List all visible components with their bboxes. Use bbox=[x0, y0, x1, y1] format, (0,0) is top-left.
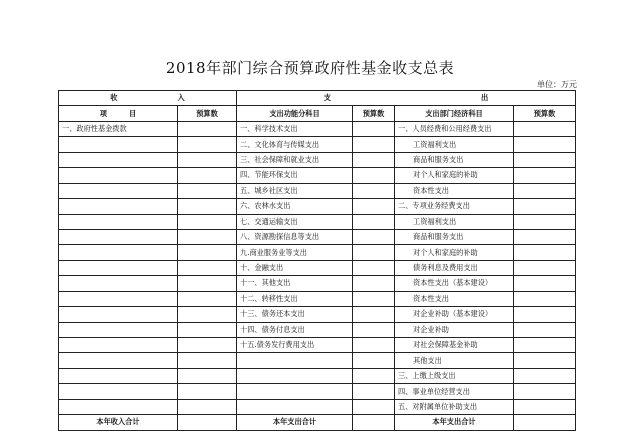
table-row bbox=[59, 399, 576, 414]
income-header bbox=[59, 91, 237, 106]
func-subject-cell bbox=[237, 353, 353, 368]
func-budget-cell bbox=[353, 183, 395, 198]
econ-budget-cell bbox=[514, 152, 576, 167]
func-subject-cell: 二、文化体育与传媒支出 bbox=[237, 137, 353, 152]
table-row bbox=[59, 322, 576, 337]
func-subject-cell: 十五.债务发行费用支出 bbox=[237, 338, 353, 353]
func-budget-cell bbox=[353, 276, 395, 291]
func-budget-cell bbox=[353, 199, 395, 214]
func-subject-cell bbox=[237, 368, 353, 383]
func-subject-cell: 十三、债务还本支出 bbox=[237, 307, 353, 322]
econ-budget-cell bbox=[514, 291, 576, 306]
income-cell bbox=[59, 384, 178, 399]
econ-subject-cell: 二、专项业务经费支出 bbox=[395, 199, 514, 214]
econ-budget-cell bbox=[514, 338, 576, 353]
econ-subject-cell: 商品和服务支出 bbox=[395, 152, 514, 167]
func-budget-cell bbox=[353, 137, 395, 152]
income-cell bbox=[59, 168, 178, 183]
func-budget-cell bbox=[353, 338, 395, 353]
income-cell bbox=[59, 229, 178, 244]
unit-label: 单位：万元 bbox=[537, 80, 577, 89]
income-cell bbox=[59, 291, 178, 306]
func-total-label: 本年支出合计 bbox=[237, 415, 353, 430]
item-header-char2: 目 bbox=[129, 108, 137, 118]
econ-budget-cell bbox=[514, 368, 576, 383]
econ-budget-cell bbox=[514, 168, 576, 183]
econ-budget-cell bbox=[514, 137, 576, 152]
income-cell bbox=[59, 353, 178, 368]
func-subject-cell: 一、科学技术支出 bbox=[237, 121, 353, 136]
page-title: 2018年部门综合预算政府性基金收支总表 bbox=[165, 59, 455, 77]
income-budget-cell bbox=[178, 245, 237, 260]
table-row bbox=[59, 338, 576, 353]
func-subject-cell: 四、节能环保支出 bbox=[237, 168, 353, 183]
econ-budget-cell bbox=[514, 214, 576, 229]
table-row bbox=[59, 168, 576, 183]
econ-subject-cell: 资本性支出 bbox=[395, 291, 514, 306]
income-total-value bbox=[178, 415, 237, 430]
econ-budget-cell bbox=[514, 384, 576, 399]
table-row bbox=[59, 121, 576, 136]
budget-header-3: 预算数 bbox=[514, 106, 576, 121]
income-cell bbox=[59, 399, 178, 414]
income-header-char2: 入 bbox=[177, 93, 185, 103]
income-budget-cell bbox=[178, 152, 237, 167]
econ-total-label: 本年支出合计 bbox=[395, 415, 514, 430]
income-cell bbox=[59, 307, 178, 322]
item-header bbox=[59, 106, 178, 121]
income-budget-cell bbox=[178, 183, 237, 198]
econ-budget-cell bbox=[514, 229, 576, 244]
econ-subject-cell: 一、人员经费和公用经费支出 bbox=[395, 121, 514, 136]
econ-subject-cell: 三、上缴上级支出 bbox=[395, 368, 514, 383]
income-total-label: 本年收入合计 bbox=[59, 415, 178, 430]
econ-subject-cell: 商品和服务支出 bbox=[395, 229, 514, 244]
income-header-char1: 收 bbox=[110, 93, 118, 103]
income-budget-cell bbox=[178, 260, 237, 275]
func-budget-cell bbox=[353, 168, 395, 183]
func-subject-cell: 五、城乡社区支出 bbox=[237, 183, 353, 198]
func-budget-cell bbox=[353, 353, 395, 368]
income-budget-cell bbox=[178, 384, 237, 399]
econ-subject-cell: 资本性支出（基本建设） bbox=[395, 276, 514, 291]
func-subject-cell: 十四、债务付息支出 bbox=[237, 322, 353, 337]
func-subject-cell: 三、社会保障和就业支出 bbox=[237, 152, 353, 167]
func-budget-cell bbox=[353, 291, 395, 306]
econ-subject-cell: 对个人和家庭的补助 bbox=[395, 168, 514, 183]
item-header-char1: 项 bbox=[99, 108, 107, 118]
table-row bbox=[59, 229, 576, 244]
income-budget-cell bbox=[178, 353, 237, 368]
econ-subject-cell: 对个人和家庭的补助 bbox=[395, 245, 514, 260]
income-cell bbox=[59, 183, 178, 198]
income-budget-cell bbox=[178, 399, 237, 414]
income-cell bbox=[59, 245, 178, 260]
header-row-2 bbox=[59, 106, 576, 121]
func-budget-cell bbox=[353, 152, 395, 167]
expense-header-char1: 支 bbox=[323, 93, 331, 103]
table-row bbox=[59, 137, 576, 152]
income-budget-cell bbox=[178, 199, 237, 214]
func-subject-cell: 六、农林水支出 bbox=[237, 199, 353, 214]
econ-subject-cell: 四、事业单位经营支出 bbox=[395, 384, 514, 399]
func-budget-cell bbox=[353, 307, 395, 322]
income-budget-cell bbox=[178, 368, 237, 383]
expense-header-char2: 出 bbox=[481, 93, 489, 103]
table-row bbox=[59, 199, 576, 214]
econ-budget-cell bbox=[514, 307, 576, 322]
func-subject-cell: 八、资源勘探信息等支出 bbox=[237, 229, 353, 244]
table-row bbox=[59, 276, 576, 291]
econ-subject-cell: 资本性支出 bbox=[395, 183, 514, 198]
econ-budget-cell bbox=[514, 245, 576, 260]
total-row bbox=[59, 415, 576, 430]
econ-subject-cell: 对企业补助（基本建设） bbox=[395, 307, 514, 322]
func-subject-cell: 十、金融支出 bbox=[237, 260, 353, 275]
income-budget-cell bbox=[178, 229, 237, 244]
table-row bbox=[59, 245, 576, 260]
budget-table bbox=[58, 90, 576, 431]
econ-subject-cell: 对社会保障基金补助 bbox=[395, 338, 514, 353]
income-budget-cell bbox=[178, 276, 237, 291]
econ-budget-cell bbox=[514, 399, 576, 414]
income-cell bbox=[59, 368, 178, 383]
budget-header-1: 预算数 bbox=[178, 106, 237, 121]
func-subject-cell bbox=[237, 399, 353, 414]
econ-budget-cell bbox=[514, 353, 576, 368]
table-row bbox=[59, 353, 576, 368]
income-budget-cell bbox=[178, 322, 237, 337]
income-cell bbox=[59, 322, 178, 337]
func-budget-cell bbox=[353, 384, 395, 399]
func-subject-cell: 九.商业服务业等支出 bbox=[237, 245, 353, 260]
income-budget-cell bbox=[178, 121, 237, 136]
income-budget-cell bbox=[178, 307, 237, 322]
income-cell bbox=[59, 214, 178, 229]
func-budget-cell bbox=[353, 121, 395, 136]
econ-subject-cell: 其他支出 bbox=[395, 353, 514, 368]
func-subject-header: 支出功能分科目 bbox=[237, 106, 353, 121]
income-cell bbox=[59, 137, 178, 152]
func-subject-cell bbox=[237, 384, 353, 399]
func-budget-cell bbox=[353, 260, 395, 275]
func-budget-cell bbox=[353, 399, 395, 414]
func-budget-cell bbox=[353, 368, 395, 383]
econ-budget-cell bbox=[514, 276, 576, 291]
income-cell bbox=[59, 276, 178, 291]
func-subject-cell: 七、交通运输支出 bbox=[237, 214, 353, 229]
econ-budget-cell bbox=[514, 121, 576, 136]
income-budget-cell bbox=[178, 168, 237, 183]
func-budget-cell bbox=[353, 322, 395, 337]
income-cell bbox=[59, 260, 178, 275]
table-row bbox=[59, 260, 576, 275]
econ-subject-cell: 五、对附属单位补助支出 bbox=[395, 399, 514, 414]
econ-subject-header: 支出部门经济科目 bbox=[395, 106, 514, 121]
table-row bbox=[59, 368, 576, 383]
table-row bbox=[59, 384, 576, 399]
table-row bbox=[59, 307, 576, 322]
expense-header bbox=[237, 91, 576, 106]
table-row bbox=[59, 214, 576, 229]
econ-budget-cell bbox=[514, 260, 576, 275]
header-row-1 bbox=[59, 91, 576, 106]
func-subject-cell: 十一、其他支出 bbox=[237, 276, 353, 291]
func-budget-cell bbox=[353, 229, 395, 244]
table-row bbox=[59, 152, 576, 167]
econ-budget-cell bbox=[514, 199, 576, 214]
income-budget-cell bbox=[178, 338, 237, 353]
income-budget-cell bbox=[178, 214, 237, 229]
func-budget-cell bbox=[353, 245, 395, 260]
income-budget-cell bbox=[178, 291, 237, 306]
income-cell: 一、政府性基金拨款 bbox=[59, 121, 178, 136]
func-total-value bbox=[353, 415, 395, 430]
econ-subject-cell: 债务利息及费用支出 bbox=[395, 260, 514, 275]
econ-total-value bbox=[514, 415, 576, 430]
econ-subject-cell: 对企业补助 bbox=[395, 322, 514, 337]
income-cell bbox=[59, 338, 178, 353]
func-subject-cell: 十二、转移性支出 bbox=[237, 291, 353, 306]
econ-subject-cell: 工资福利支出 bbox=[395, 137, 514, 152]
income-budget-cell bbox=[178, 137, 237, 152]
table-row bbox=[59, 291, 576, 306]
income-cell bbox=[59, 152, 178, 167]
func-budget-cell bbox=[353, 214, 395, 229]
econ-budget-cell bbox=[514, 322, 576, 337]
econ-budget-cell bbox=[514, 183, 576, 198]
table-row bbox=[59, 183, 576, 198]
budget-header-2: 预算数 bbox=[353, 106, 395, 121]
income-cell bbox=[59, 199, 178, 214]
econ-subject-cell: 工资福利支出 bbox=[395, 214, 514, 229]
